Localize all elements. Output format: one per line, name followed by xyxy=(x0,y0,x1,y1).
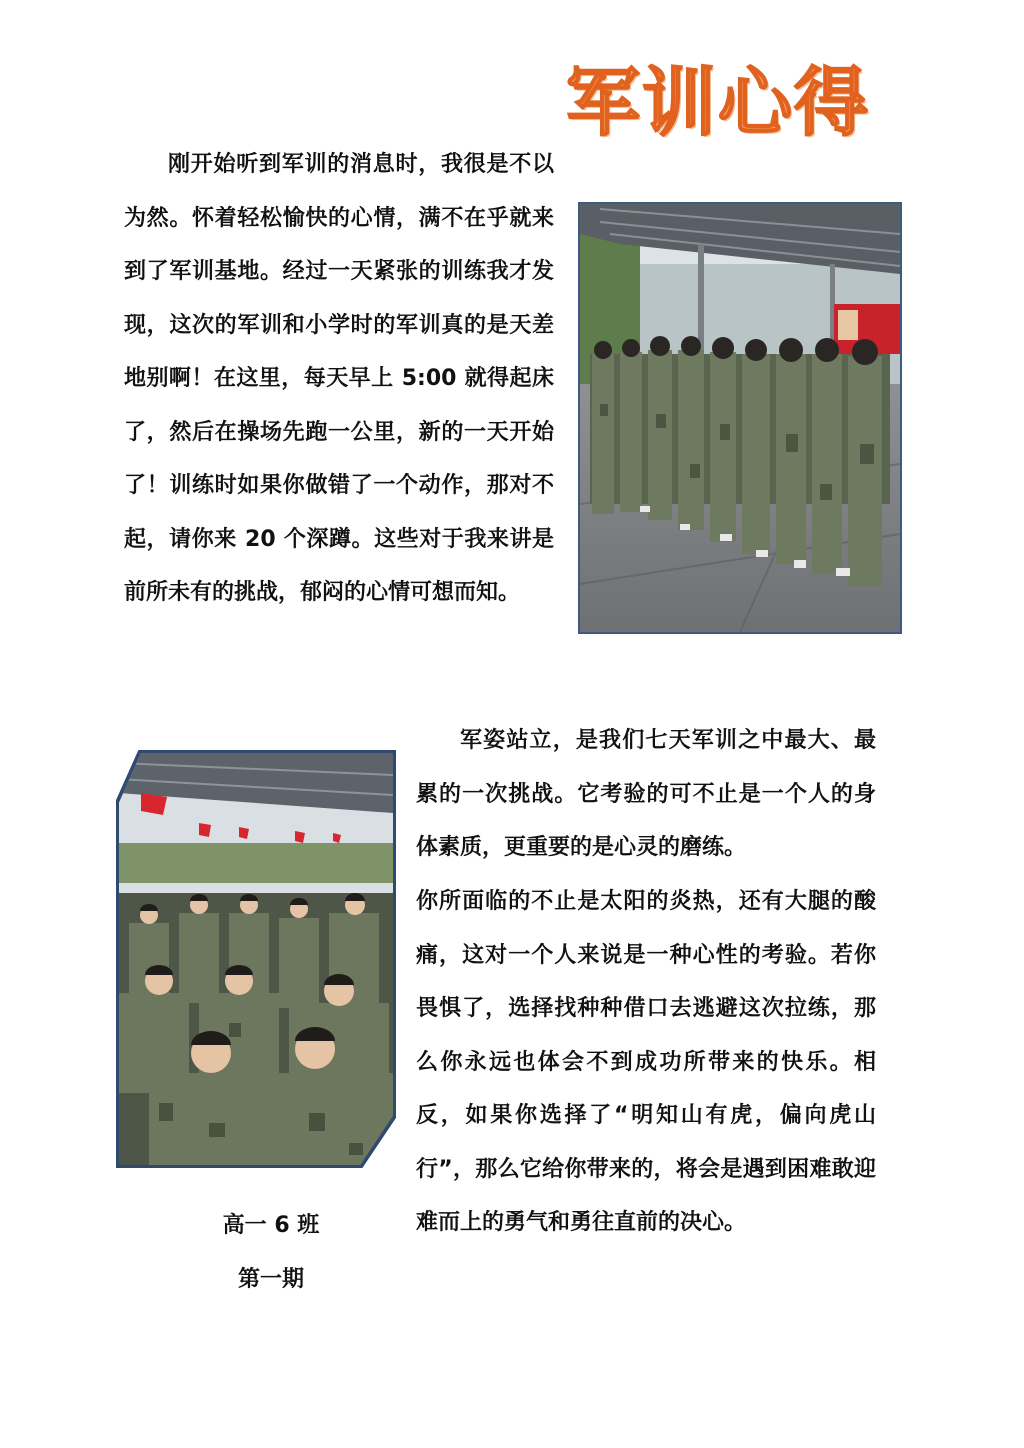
issue-label: 第一期 xyxy=(237,1267,304,1292)
photo-standing-formation xyxy=(578,202,902,634)
class-label: 高一 6 班 xyxy=(222,1213,320,1238)
paragraph-posture: 军姿站立，是我们七天军训之中最大、最累的一次挑战。它考验的可不止是一个人的身体素质，更重要的是心灵的磨练。 xyxy=(416,728,876,860)
photo-seated-students xyxy=(119,753,393,1165)
photo-seated-frame xyxy=(116,750,396,1168)
paragraph-challenge: 你所面临的不止是太阳的炎热，还有大腿的酸痛，这对一个人来说是一种心性的考验。若你畏惧了，选择找种种借口去逃避这次拉练，那么你永远也体会不到成功所带来的快乐。相反，如果你选择了“明知山有虎，偏向虎山行”，那么它给你带来的，将会是遇到困难敢迎难而上的勇气和勇往直前的决心。 xyxy=(416,889,876,1235)
page-title: 军训心得 xyxy=(566,60,870,146)
paragraph-intro: 刚开始听到军训的消息时，我很是不以为然。怀着轻松愉快的心情，满不在乎就来到了军训基地。经过一天紧张的训练我才发现，这次的军训和小学时的军训真的是天差地别啊！在这里，每天早上 5:00 就得起床了，然后在操场先跑一公里，新的一天开始了！训练时如果你做错了一个动作，那对不起，请你来 20 个深蹲。这些对于我来讲是前所未有的挑战，郁闷的心情可想而知。 xyxy=(124,152,554,605)
